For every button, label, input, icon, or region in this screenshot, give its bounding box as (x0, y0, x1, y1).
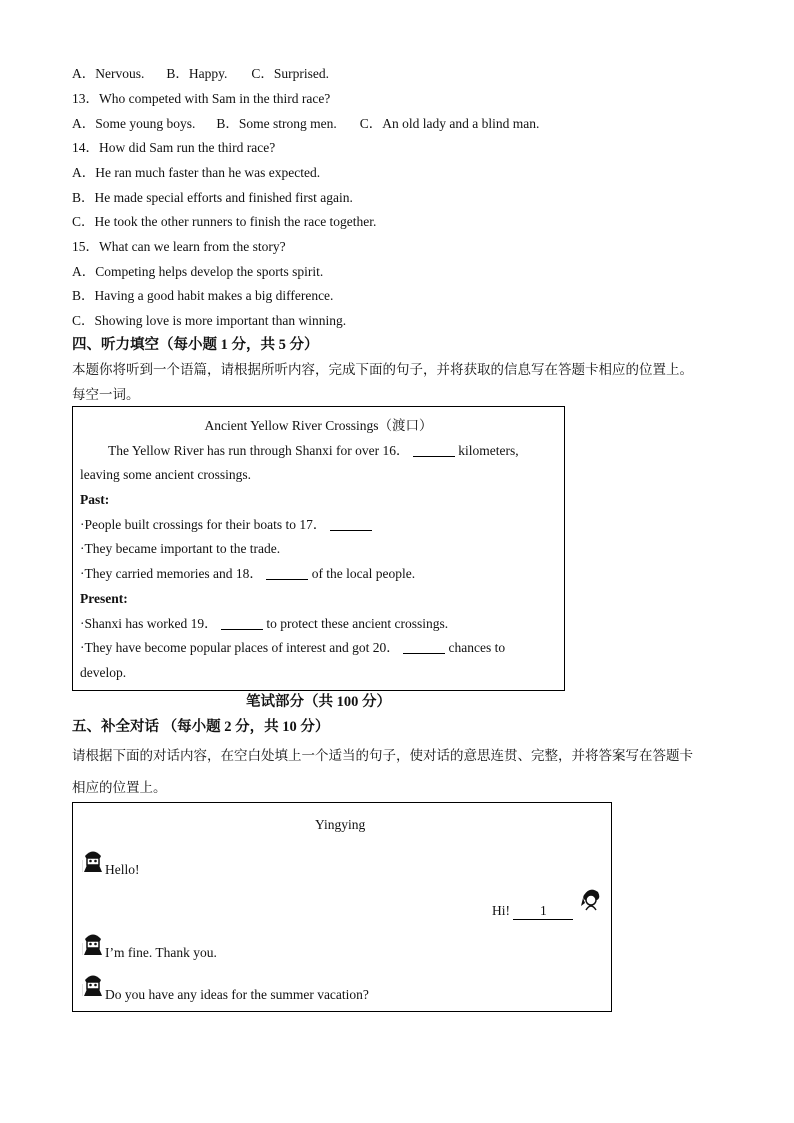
speaker-avatar-icon (82, 970, 104, 996)
answer-blank-17[interactable] (330, 517, 372, 531)
q13-option-c: C．An old lady and a blind man. (359, 116, 540, 131)
section5-instruction-cont: 相应的位置上。 (72, 780, 167, 795)
girl-avatar-icon (580, 886, 602, 912)
answer-blank-18[interactable] (266, 566, 308, 580)
present-item-2-cont: develop. (80, 665, 127, 680)
q15-option-c: C．Showing love is more important than winning. (72, 313, 347, 328)
past-item-3: ·They carried memories and 18． of the local people. (80, 566, 416, 581)
listening-box-title: Ancient Yellow River Crossings（渡口） (204, 418, 433, 433)
q15-option-a: A．Competing helps develop the sports spirit. (72, 264, 324, 279)
section5-instruction: 请根据下面的对话内容，在空白处填上一个适当的句子，使对话的意思连贯、完整，并将答案写在答题卡 (72, 748, 693, 763)
answer-blank-16[interactable] (413, 443, 455, 457)
q14-option-b: B．He made special efforts and finished first again. (72, 190, 353, 205)
speaker-avatar-icon (82, 929, 104, 955)
dialog-reply-1: Hi! 1 (492, 903, 573, 920)
section4-instruction: 本题你将听到一个语篇，请根据所听内容，完成下面的句子，并将获取的信息写在答题卡相应的位置上。 (72, 362, 693, 377)
q15-option-b: B．Having a good habit makes a big difference. (72, 288, 334, 303)
section4-instruction-cont: 每空一词。 (72, 387, 140, 402)
q13-options (72, 116, 539, 132)
dialog-line-2: I’m fine. Thank you. (105, 945, 217, 960)
dialog-line-3: Do you have any ideas for the summer vacation? (105, 987, 369, 1002)
q12-option-c: C．Surprised. (251, 66, 329, 81)
speaker-avatar-icon (82, 846, 104, 872)
q12-options (72, 66, 329, 82)
present-label: Present: (80, 591, 128, 606)
q13-option-a: A．Some young boys. (72, 116, 196, 131)
present-item-1: ·Shanxi has worked 19． to protect these ancient crossings. (80, 616, 449, 631)
listening-intro: The Yellow River has run through Shanxi for over 16． kilometers, (108, 443, 519, 458)
q14-stem: 14．How did Sam run the third race? (72, 140, 276, 155)
written-part-heading: 笔试部分（共 100 分） (246, 694, 391, 710)
past-label: Past: (80, 492, 110, 507)
q15-stem: 15．What can we learn from the story? (72, 239, 286, 254)
past-item-1: ·People built crossings for their boats to 17． (80, 517, 372, 533)
dialog-blank-1[interactable]: 1 (513, 903, 573, 920)
q12-option-b: B．Happy. (166, 66, 228, 81)
dialog-line-1: Hello! (105, 862, 140, 877)
q14-option-c: C．He took the other runners to finish the race together. (72, 214, 377, 229)
present-item-2: ·They have become popular places of interest and got 20． chances to (80, 640, 506, 655)
dialog-title: Yingying (315, 817, 366, 832)
answer-blank-19[interactable] (221, 616, 263, 630)
answer-blank-20[interactable] (403, 640, 445, 654)
section5-heading: 五、补全对话 （每小题 2 分，共 10 分） (72, 719, 330, 735)
listening-intro-cont: leaving some ancient crossings. (80, 467, 251, 482)
past-item-2: ·They became important to the trade. (80, 541, 281, 556)
q13-stem: 13．Who competed with Sam in the third race? (72, 91, 331, 106)
q14-option-a: A．He ran much faster than he was expected. (72, 165, 321, 180)
q13-option-b: B．Some strong men. (216, 116, 337, 131)
q12-option-a: A．Nervous. (72, 66, 145, 81)
section4-heading: 四、听力填空（每小题 1 分，共 5 分） (72, 337, 319, 353)
